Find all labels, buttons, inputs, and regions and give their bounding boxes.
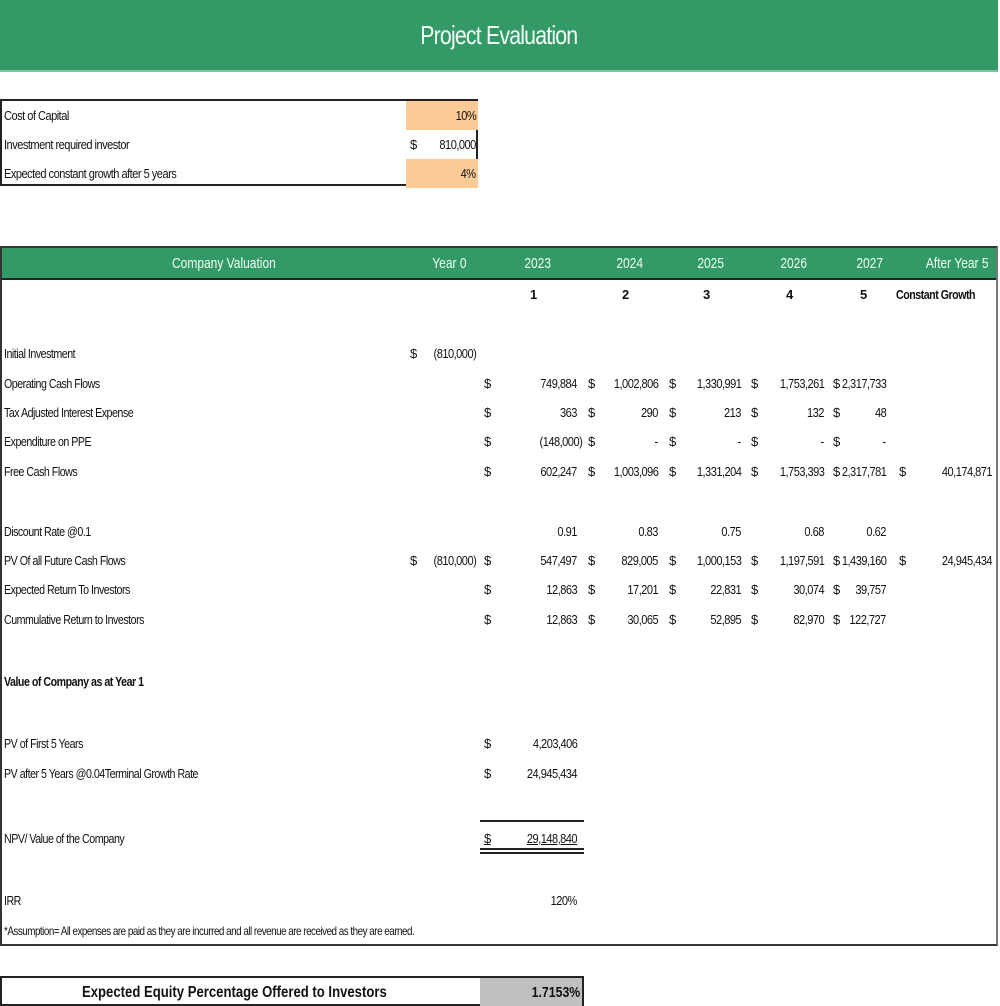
pv-2024: 829,005 bbox=[621, 553, 658, 568]
equity-label: Expected Equity Percentage Offered to Investors bbox=[82, 984, 387, 1001]
currency-symbol: $ bbox=[588, 582, 595, 597]
assumption-row-cost-of-capital bbox=[2, 101, 476, 130]
currency-symbol: $ bbox=[588, 553, 595, 568]
expected-return-2024: 17,201 bbox=[627, 582, 658, 597]
npv-double-border-1 bbox=[480, 848, 584, 850]
fcf-2026: 1,753,393 bbox=[779, 464, 824, 479]
currency-symbol: $ bbox=[484, 434, 491, 449]
currency-symbol: $ bbox=[833, 376, 840, 391]
row-label-free-cash-flows: Free Cash Flows bbox=[4, 464, 78, 479]
currency-symbol: $ bbox=[669, 553, 676, 568]
tax-interest-2027: 48 bbox=[874, 405, 886, 420]
assumption-input-cell[interactable] bbox=[406, 159, 478, 188]
tax-interest-2024: 290 bbox=[641, 405, 658, 420]
fcf-2024: 1,003,096 bbox=[613, 464, 658, 479]
row-label-expenditure-ppe: Expenditure on PPE bbox=[4, 434, 92, 449]
fcf-2025: 1,331,204 bbox=[696, 464, 741, 479]
currency-symbol: $ bbox=[833, 434, 840, 449]
equity-value-cell bbox=[480, 978, 582, 1006]
header-year-2027: 2027 bbox=[856, 255, 884, 272]
expected-return-2027: 39,757 bbox=[855, 582, 886, 597]
ppe-2024: - bbox=[654, 434, 658, 449]
pv-first-5-label: PV of First 5 Years bbox=[4, 736, 83, 751]
period-4: 4 bbox=[786, 287, 793, 302]
row-label-expected-return: Expected Return To Investors bbox=[4, 582, 130, 597]
pv-after-year5: 24,945,434 bbox=[941, 553, 992, 568]
cumulative-return-2025: 52,895 bbox=[710, 612, 741, 627]
currency-symbol: $ bbox=[669, 434, 676, 449]
expected-return-2026: 30,074 bbox=[793, 582, 824, 597]
row-label-initial-investment: Initial Investment bbox=[4, 346, 76, 361]
ppe-2023: (148,000) bbox=[539, 434, 582, 449]
currency-symbol: $ bbox=[484, 553, 491, 568]
currency-symbol: $ bbox=[899, 464, 906, 479]
assumption-label: Cost of Capital bbox=[4, 108, 69, 123]
currency-symbol: $ bbox=[751, 434, 758, 449]
assumption-input-cell[interactable] bbox=[406, 101, 478, 130]
row-label-cumulative-return: Cummulative Return to Investors bbox=[4, 612, 144, 627]
currency-symbol: $ bbox=[751, 376, 758, 391]
irr-value: 120% bbox=[550, 893, 577, 908]
cumulative-return-2024: 30,065 bbox=[627, 612, 658, 627]
pv-2023: 547,497 bbox=[540, 553, 577, 568]
row-label-operating-cash-flows: Operating Cash Flows bbox=[4, 376, 100, 391]
expected-return-2025: 22,831 bbox=[710, 582, 741, 597]
currency-symbol: $ bbox=[484, 376, 491, 391]
header-year-2026: 2026 bbox=[780, 255, 808, 272]
ocf-2025: 1,330,991 bbox=[696, 376, 741, 391]
tax-interest-2026: 132 bbox=[807, 405, 824, 420]
header-year0: Year 0 bbox=[432, 255, 467, 272]
assumption-note: *Assumption= All expenses are paid as they are incurred and all revenue are received as they are earned. bbox=[4, 924, 415, 938]
currency-symbol: $ bbox=[833, 612, 840, 627]
discount-2026: 0.68 bbox=[804, 524, 824, 539]
currency-symbol: $ bbox=[484, 464, 491, 479]
period-3: 3 bbox=[703, 287, 710, 302]
row-label-tax-adjusted-interest: Tax Adjusted Interest Expense bbox=[4, 405, 134, 420]
currency-symbol: $ bbox=[751, 553, 758, 568]
assumption-row-growth bbox=[2, 159, 476, 188]
assumption-label: Expected constant growth after 5 years bbox=[4, 166, 177, 181]
tax-interest-2025: 213 bbox=[724, 405, 741, 420]
currency-symbol: $ bbox=[669, 464, 676, 479]
expected-return-2023: 12,863 bbox=[546, 582, 577, 597]
currency-symbol: $ bbox=[484, 766, 491, 781]
period-2: 2 bbox=[622, 287, 629, 302]
currency-symbol: $ bbox=[833, 553, 840, 568]
discount-2023: 0.91 bbox=[557, 524, 577, 539]
currency-symbol: $ bbox=[751, 612, 758, 627]
header-year-2023: 2023 bbox=[524, 255, 552, 272]
currency-symbol: $ bbox=[588, 405, 595, 420]
ppe-2026: - bbox=[820, 434, 824, 449]
currency-symbol: $ bbox=[410, 346, 417, 361]
period-1: 1 bbox=[530, 287, 537, 302]
cumulative-return-2026: 82,970 bbox=[793, 612, 824, 627]
row-label-pv-future-cash-flows: PV Of all Future Cash Flows bbox=[4, 553, 126, 568]
currency-symbol: $ bbox=[588, 434, 595, 449]
npv-label: NPV/ Value of the Company bbox=[4, 831, 125, 846]
discount-2024: 0.83 bbox=[638, 524, 658, 539]
cumulative-return-2027: 122,727 bbox=[849, 612, 886, 627]
currency-symbol: $ bbox=[669, 612, 676, 627]
assumption-value: 10% bbox=[455, 108, 476, 123]
currency-symbol: $ bbox=[484, 612, 491, 627]
pv-2026: 1,197,591 bbox=[779, 553, 824, 568]
ppe-2027: - bbox=[882, 434, 886, 449]
currency-symbol: $ bbox=[588, 464, 595, 479]
currency-symbol: $ bbox=[669, 405, 676, 420]
npv-double-border-2 bbox=[480, 852, 584, 854]
assumption-value: 4% bbox=[461, 166, 476, 181]
currency-symbol: $ bbox=[484, 582, 491, 597]
currency-symbol: $ bbox=[484, 405, 491, 420]
header-company-valuation: Company Valuation bbox=[171, 255, 276, 272]
assumption-row-investment bbox=[2, 130, 476, 159]
currency-symbol: $ bbox=[410, 553, 417, 568]
pv-2027: 1,439,160 bbox=[841, 553, 886, 568]
header-year-2025: 2025 bbox=[697, 255, 725, 272]
fcf-after-year5: 40,174,871 bbox=[941, 464, 992, 479]
pv-2025: 1,000,153 bbox=[696, 553, 741, 568]
period-5: 5 bbox=[860, 287, 867, 302]
irr-label: IRR bbox=[4, 893, 21, 908]
constant-growth-label: Constant Growth bbox=[896, 287, 976, 302]
pv-first-5-value: 4,203,406 bbox=[532, 736, 577, 751]
currency-symbol: $ bbox=[669, 582, 676, 597]
assumptions-table bbox=[0, 99, 478, 186]
valuation-header-row bbox=[2, 248, 996, 280]
assumption-value-cell[interactable] bbox=[406, 130, 478, 159]
equity-value: 1.7153% bbox=[531, 984, 580, 1001]
currency-symbol: $ bbox=[751, 405, 758, 420]
currency-symbol: $ bbox=[669, 376, 676, 391]
equity-percentage-box bbox=[0, 976, 584, 1006]
currency-symbol: $ bbox=[484, 736, 491, 751]
currency-symbol: $ bbox=[833, 405, 840, 420]
pv-year0: (810,000) bbox=[433, 553, 476, 568]
ocf-2026: 1,753,261 bbox=[779, 376, 824, 391]
discount-2025: 0.75 bbox=[721, 524, 741, 539]
ppe-2025: - bbox=[737, 434, 741, 449]
currency-symbol: $ bbox=[899, 553, 906, 568]
npv-value: 29,148,840 bbox=[526, 831, 577, 846]
ocf-2024: 1,002,806 bbox=[613, 376, 658, 391]
ocf-2027: 2,317,733 bbox=[841, 376, 886, 391]
company-valuation-table bbox=[0, 246, 998, 946]
tax-interest-2023: 363 bbox=[560, 405, 577, 420]
header-after-year5: After Year 5 bbox=[925, 255, 989, 272]
ocf-2023: 749,884 bbox=[540, 376, 577, 391]
title-banner bbox=[0, 0, 998, 72]
currency-symbol: $ bbox=[588, 376, 595, 391]
pv-after-5-value: 24,945,434 bbox=[526, 766, 577, 781]
initial-investment-year0: (810,000) bbox=[433, 346, 476, 361]
assumption-value: 810,000 bbox=[439, 137, 476, 152]
currency-symbol: $ bbox=[410, 137, 417, 152]
header-year-2024: 2024 bbox=[616, 255, 644, 272]
fcf-2027: 2,317,781 bbox=[841, 464, 886, 479]
currency-symbol: $ bbox=[588, 612, 595, 627]
value-section-title: Value of Company as at Year 1 bbox=[4, 674, 144, 689]
page-title: Project Evaluation bbox=[420, 19, 578, 50]
currency-symbol: $ bbox=[484, 831, 491, 846]
discount-2027: 0.62 bbox=[866, 524, 886, 539]
fcf-2023: 602,247 bbox=[540, 464, 577, 479]
currency-symbol: $ bbox=[751, 464, 758, 479]
row-label-discount-rate: Discount Rate @0.1 bbox=[4, 524, 91, 539]
cumulative-return-2023: 12,863 bbox=[546, 612, 577, 627]
pv-after-5-label: PV after 5 Years @0.04Terminal Growth Rate bbox=[4, 766, 198, 781]
currency-symbol: $ bbox=[833, 464, 840, 479]
assumption-label: Investment required investor bbox=[4, 137, 130, 152]
currency-symbol: $ bbox=[751, 582, 758, 597]
currency-symbol: $ bbox=[833, 582, 840, 597]
npv-top-border bbox=[480, 820, 584, 822]
